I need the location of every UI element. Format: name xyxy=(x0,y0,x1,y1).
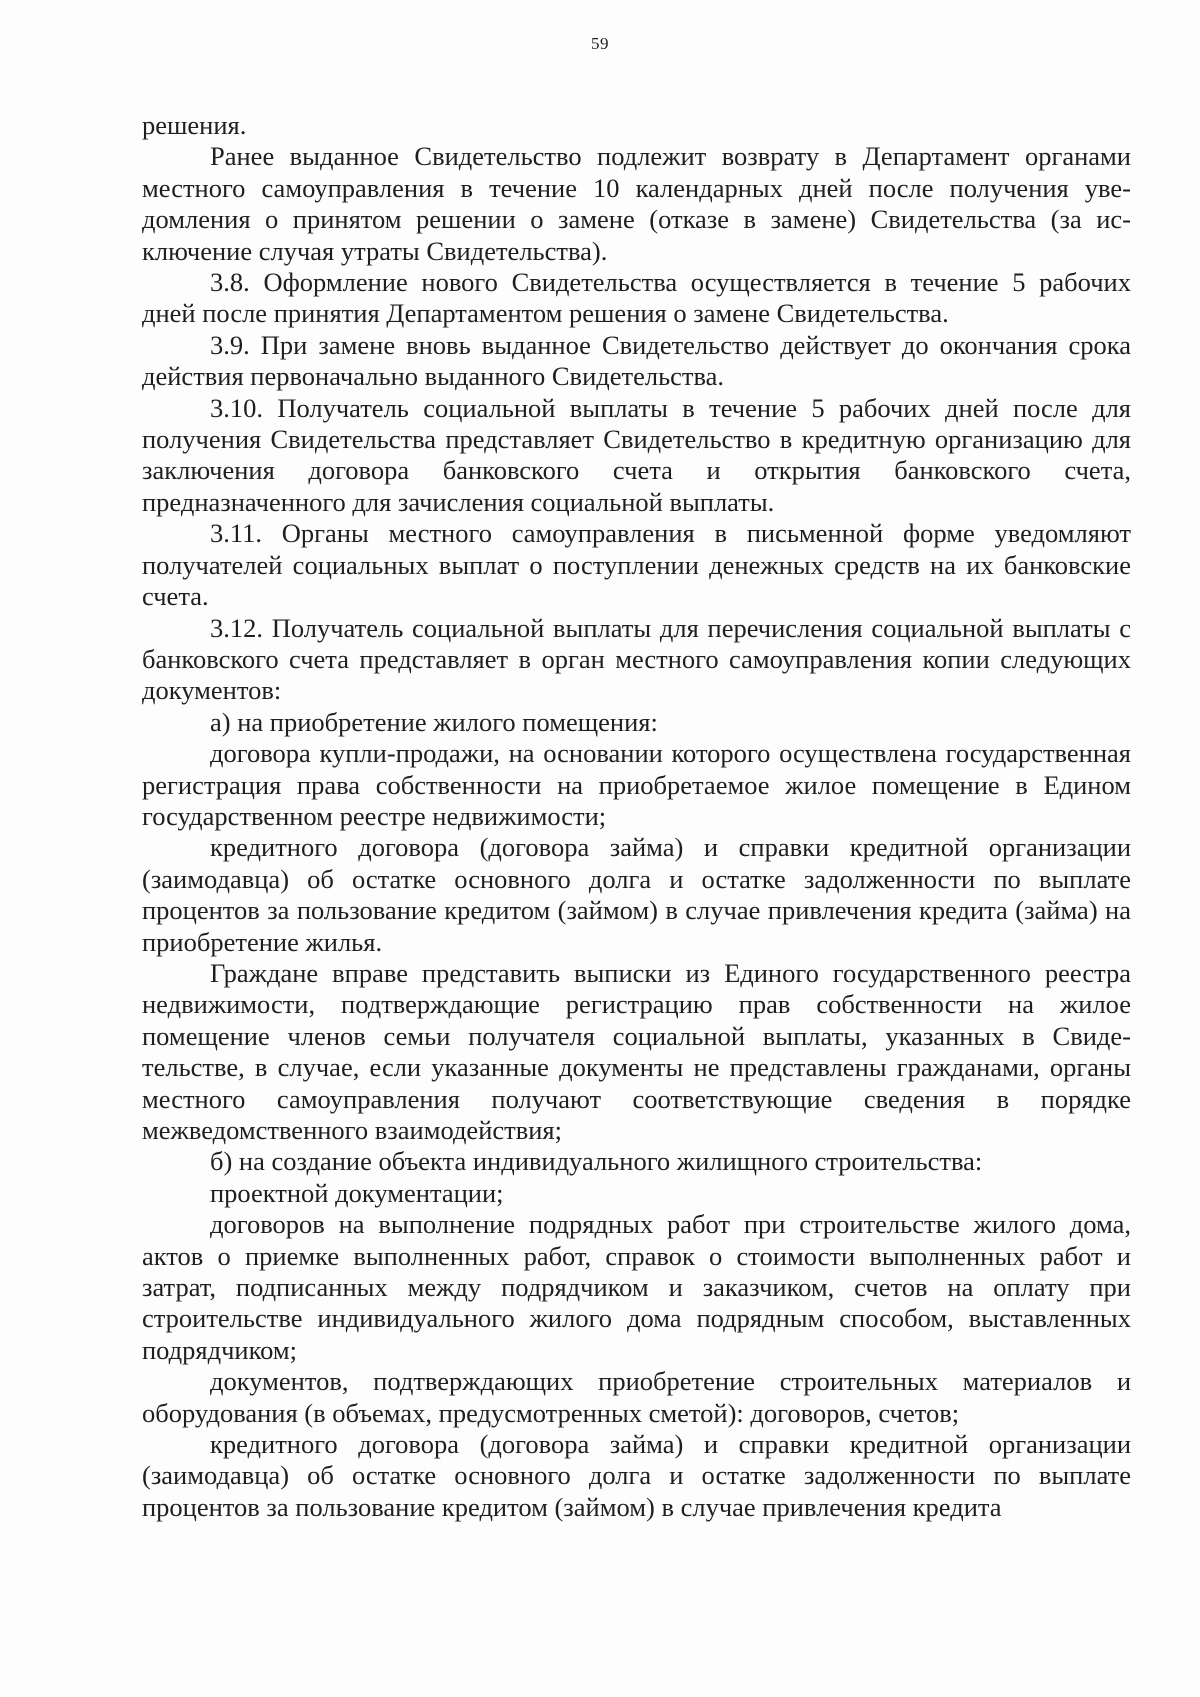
paragraph: а) на приобретение жилого помещения: xyxy=(210,706,658,737)
paragraph: 3.11. Органы местного самоуправления в письменной форме уведомляют получателей социальных выплат о поступлении денежных средств на их банковские счета. xyxy=(142,518,1131,612)
paragraph: договора купли-продажи, на основании которого осуществлена государственная регистрация права собственности на приобретаемое жилое помещение в Едином государственном реестре недвижимости; xyxy=(142,738,1131,831)
paragraph: б) на создание объекта индивидуального жилищного строительства: xyxy=(210,1146,983,1177)
paragraph: 3.8. Оформление нового Свидетельства осуществляется в течение 5 рабочих дней после принятия Департаментом решения о замене Свидетельства. xyxy=(142,267,1131,329)
paragraph: Ранее выданное Свидетельство подлежит возврату в Департамент органами местного самоуправления в течение 10 календарных дней после получения уведомления о принятом решении о замене (отказе в замене) Свидетельства (за исключение случая утраты Свидетельства). xyxy=(142,141,1131,266)
paragraph: 3.10. Получатель социальной выплаты в течение 5 рабочих дней после для получения Свидетельства представляет Свидетельство в кредитную организацию для заключения договора банковского счета и открытия банковского счета, предназначенного для зачисления социальной выплаты. xyxy=(142,392,1131,517)
document-body xyxy=(142,110,1131,1523)
paragraph: кредитного договора (договора займа) и справки кредитной организации (заимодавца) об остатке основного долга и остатке задолженности по выплате процентов за пользование кредитом (займом) в случае привлечения кредита (займа) на приобретение жилья. xyxy=(142,832,1131,957)
paragraph: проектной документации; xyxy=(210,1177,504,1208)
paragraph: документов, подтверждающих приобретение строительных материалов и оборудования (в объемах, предусмотренных сметой): договоров, счетов; xyxy=(142,1366,1131,1428)
paragraph: Граждане вправе представить выписки из Единого государственного реестра недвижимости, подтверждающие регистрацию прав собственности на жилое помещение членов семьи получателя социальной выплаты, указанных в Свидетельстве, в случае, если указанные документы не представлены гражданами, органы местного самоуправления получают соответствующие сведения в порядке межведомственного взаимодействия; xyxy=(142,957,1131,1145)
paragraph: договоров на выполнение подрядных работ при строительстве жилого дома, актов о приемке выполненных работ, справок о стоимости выполненных работ и затрат, подписанных между подрядчиком и заказчиком, счетов на оплату при строительстве индивидуального жилого дома подрядным способом, выставленных подрядчиком; xyxy=(142,1209,1131,1365)
paragraph: 3.9. При замене вновь выданное Свидетельство действует до окончания срока действия первоначально выданного Свидетельства. xyxy=(142,329,1131,392)
paragraph: решения. xyxy=(142,110,247,140)
page-number: 59 xyxy=(591,34,609,53)
paragraph: 3.12. Получатель социальной выплаты для перечисления социальной выплаты с банковского счета представляет в орган местного самоуправления копии следующих документов: xyxy=(142,612,1131,706)
paragraph: кредитного договора (договора займа) и справки кредитной организации (заимодавца) об остатке основного долга и остатке задолженности по выплате процентов за пользование кредитом (займом) в случае привлечения кредита xyxy=(142,1429,1131,1522)
